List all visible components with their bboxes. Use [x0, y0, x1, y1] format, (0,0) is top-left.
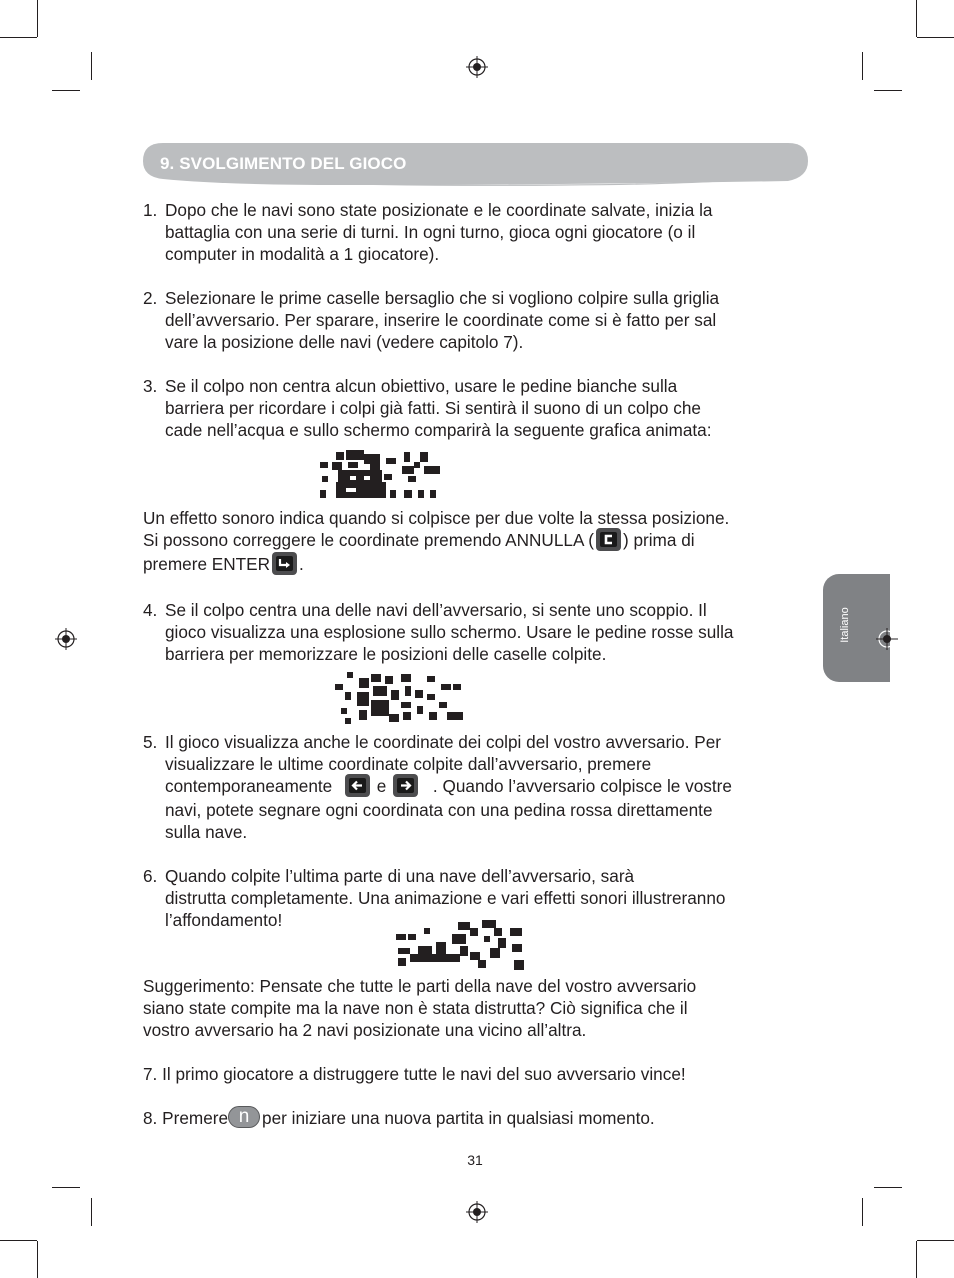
text-line: dell’avversario. Per sparare, inserire le coordinate come si è fatto per sal [165, 310, 717, 330]
text-line: navi, potete segnare ogni coordinata con una pedina rossa direttamente [165, 799, 713, 820]
registration-mark-icon [466, 1201, 488, 1223]
text-line: cade nell’acqua e sullo schermo comparirà la seguente grafica animata: [165, 420, 712, 440]
right-arrow-key-icon [393, 774, 418, 797]
new-game-key-icon: n [228, 1106, 260, 1128]
crop-mark [917, 37, 954, 38]
text-segment: ) prima di [622, 530, 695, 550]
text-line: l’affondamento! [165, 909, 283, 930]
text-segment: premere ENTER [143, 553, 271, 574]
list-number: 1. [143, 200, 158, 220]
crop-mark [91, 1198, 92, 1226]
crop-mark [916, 1241, 917, 1278]
crop-mark [91, 52, 92, 80]
registration-mark-icon [466, 56, 488, 78]
text-line: Quando colpite l’ultima parte di una nave dell’avversario, sarà [165, 865, 635, 886]
text-segment: per iniziare una nuova partita in qualsiasi momento. [262, 1107, 655, 1128]
text-line: gioco visualizza una esplosione sullo schermo. Usare le pedine rosse sulla [165, 621, 734, 642]
list-number: 7. [143, 1063, 158, 1084]
text-line: Il gioco visualizza anche le coordinate dei colpi del vostro avversario. Per [165, 731, 722, 752]
text-segment: contemporaneamente [165, 775, 333, 796]
crop-mark [862, 1198, 863, 1226]
crop-mark [0, 37, 37, 38]
text-line: sulla nave. [165, 821, 248, 842]
sinking-animation-icon [394, 918, 530, 974]
text-segment: . Quando l’avversario colpisce le vostre [432, 775, 732, 796]
text-line: distrutta completamente. Una animazione e vari effetti sonori illustreranno [165, 887, 726, 908]
crop-mark [37, 1241, 38, 1278]
text-line: battaglia con una serie di turni. In ogni turno, gioca ogni giocatore (o il [165, 222, 696, 242]
page-number: 31 [467, 1152, 483, 1168]
list-number: 8. [143, 1107, 158, 1128]
crop-mark [916, 0, 917, 37]
text-line: vare la posizione delle navi (vedere capitolo 7). [165, 332, 524, 352]
text-line: siano state compite ma la nave non è stata distrutta? Ciò significa che il [143, 997, 688, 1018]
explosion-animation-icon [335, 672, 465, 724]
text-line: Dopo che le navi sono state posizionate e le coordinate salvate, inizia la [165, 200, 713, 220]
text-line: visualizzare le ultime coordinate colpite dall’avversario, premere [165, 753, 652, 774]
list-number: 4. [143, 599, 158, 620]
list-number: 5. [143, 731, 158, 752]
text-line: Un effetto sonoro indica quando si colpisce per due volte la stessa posizione. [143, 508, 730, 528]
section-header [143, 143, 808, 186]
list-item [143, 287, 813, 353]
text-segment: e [376, 775, 387, 796]
list-number: 3. [143, 376, 158, 396]
list-item [143, 1107, 813, 1130]
cancel-key-icon [596, 528, 621, 551]
text-line: vostro avversario ha 2 navi posizionate una vicino all’altra. [143, 1019, 587, 1040]
text-line: barriera per memorizzare le posizioni delle caselle colpite. [165, 643, 607, 664]
language-tab-label: Italiano [839, 607, 851, 643]
crop-mark [862, 52, 863, 80]
text-segment: . [299, 553, 304, 574]
crop-mark [874, 90, 902, 91]
crop-mark [37, 0, 38, 37]
text-segment: Si possono correggere le coordinate premendo ANNULLA ( [143, 530, 594, 550]
tip-paragraph [143, 975, 813, 1041]
list-item [143, 199, 813, 265]
page-body [143, 199, 813, 1130]
text-line: Se il colpo non centra alcun obiettivo, usare le pedine bianche sulla [165, 376, 678, 396]
enter-key-icon [272, 552, 297, 575]
left-arrow-key-icon [345, 774, 370, 797]
list-item [143, 1063, 813, 1085]
section-title: 9. SVOLGIMENTO DEL GIOCO [160, 154, 407, 173]
list-number: 2. [143, 288, 158, 308]
list-number: 6. [143, 865, 158, 886]
list-item [143, 599, 813, 665]
crop-mark [0, 1240, 37, 1241]
text-line: Selezionare le prime caselle bersaglio che si vogliono colpire sulla griglia [165, 288, 720, 308]
crop-mark [917, 1240, 954, 1241]
list-item [143, 731, 813, 843]
text-line: Se il colpo centra una delle navi dell’avversario, si sente uno scoppio. Il [165, 599, 707, 620]
registration-mark-icon [876, 628, 898, 650]
text-segment: Premere [162, 1107, 229, 1128]
registration-mark-icon [55, 628, 77, 650]
list-item [143, 375, 813, 441]
crop-mark [52, 1187, 80, 1188]
text-line: barriera per ricordare i colpi già fatti. Si sentirà il suono di un colpo che [165, 398, 701, 418]
crop-mark [874, 1187, 902, 1188]
crop-mark [52, 90, 80, 91]
paragraph [143, 507, 813, 577]
text-line: computer in modalità a 1 giocatore). [165, 244, 440, 264]
text-line: Suggerimento: Pensate che tutte le parti della nave del vostro avversario [143, 975, 697, 996]
splash-animation-icon [318, 448, 442, 500]
text-segment: Il primo giocatore a distruggere tutte le navi del suo avversario vince! [162, 1063, 686, 1084]
